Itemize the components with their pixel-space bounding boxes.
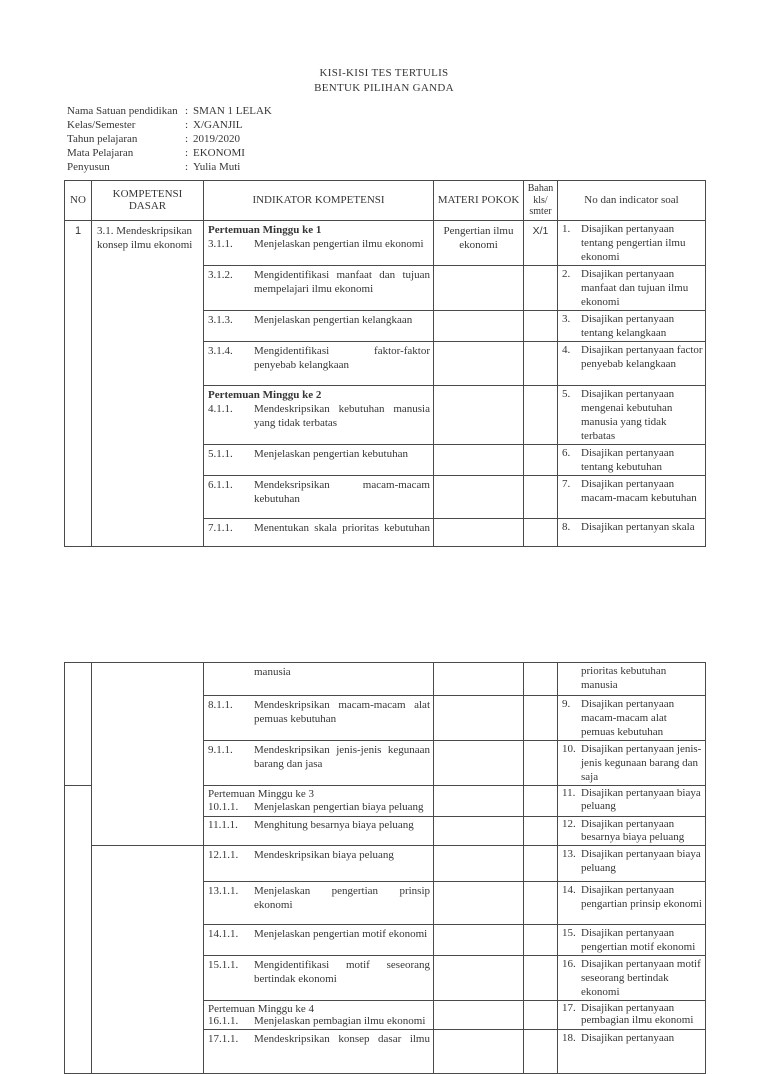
indicator-text: Mengidentifikasi manfaat dan tujuan mempelajari ilmu ekonomi [254, 268, 430, 295]
empty-cell [524, 663, 558, 696]
indicator-number: 4.1.1. [208, 402, 233, 415]
no-cell-empty [65, 786, 92, 1074]
meta-value: EKONOMI [193, 146, 245, 159]
soal-item [562, 742, 703, 784]
soal-cell [558, 310, 706, 341]
empty-cell [434, 817, 524, 846]
soal-item [562, 1031, 703, 1045]
meta-value: SMAN 1 LELAK [193, 105, 272, 117]
indicator-text: Mendeksripsikan macam-macam kebutuhan [254, 478, 430, 505]
pertemuan-header: Pertemuan Minggu ke 2 [208, 388, 322, 401]
meta-label: Nama Satuan pendidikan [67, 105, 178, 117]
kisi-kisi-table-page2 [64, 662, 706, 1074]
indicator-number: 6.1.1. [208, 478, 233, 491]
empty-cell [434, 663, 524, 696]
empty-cell [524, 444, 558, 475]
empty-cell [434, 956, 524, 1001]
indicator-text: Menghitung besarnya biaya peluang [254, 819, 414, 831]
soal-cell [558, 265, 706, 310]
empty-cell [524, 475, 558, 518]
title-line-1: KISI-KISI TES TERTULIS [319, 67, 449, 79]
indicator-cell [204, 310, 434, 341]
indicator-continuation: manusia [254, 666, 291, 678]
indicator-cell [204, 385, 434, 444]
soal-cell [558, 741, 706, 786]
soal-number: 15. [562, 927, 576, 939]
header-no-indicator-soal: No dan indicator soal [558, 181, 706, 221]
soal-item [562, 957, 703, 999]
empty-cell [434, 444, 524, 475]
indicator-cell [204, 220, 434, 265]
empty-cell [434, 265, 524, 310]
indicator-item [208, 958, 430, 986]
meta-label: Mata Pelajaran [67, 146, 134, 159]
empty-cell [524, 518, 558, 546]
empty-cell [524, 310, 558, 341]
soal-cell [558, 444, 706, 475]
soal-text: Disajikan pertanyaan biaya peluang [581, 848, 701, 874]
pertemuan-header: Pertemuan Minggu ke 3 [208, 788, 315, 800]
materi-cell: Pengertian ilmu ekonomi [434, 220, 524, 265]
indicator-cell [204, 846, 434, 882]
soal-item [562, 446, 703, 474]
indicator-text: Menjelaskan pengertian prinsip ekonomi [254, 885, 430, 911]
meta-label: Penyusun [67, 160, 110, 173]
empty-cell [434, 882, 524, 925]
soal-cell [558, 663, 706, 696]
indicator-cell [204, 663, 434, 696]
empty-cell [434, 310, 524, 341]
empty-cell [524, 817, 558, 846]
empty-cell [434, 1001, 524, 1030]
soal-number: 11. [562, 787, 576, 799]
empty-cell [524, 741, 558, 786]
meta-colon: : [185, 132, 189, 145]
soal-cell [558, 518, 706, 546]
indicator-item [208, 927, 430, 941]
indicator-number: 12.1.1. [208, 849, 239, 861]
indicator-text: Menjelaskan pembagian ilmu ekonomi [254, 1015, 426, 1027]
soal-cell [558, 846, 706, 882]
empty-cell [524, 956, 558, 1001]
soal-cell [558, 385, 706, 444]
soal-number: 13. [562, 848, 576, 860]
soal-text: Disajikan pertanyaan manfaat dan tujuan ilmu ekonomi [581, 267, 689, 308]
soal-text: Disajikan pertanyaan pembagian ilmu ekonomi [581, 1002, 694, 1026]
document-title [0, 66, 768, 96]
soal-item [562, 387, 703, 443]
empty-cell [524, 265, 558, 310]
kisi-kisi-table-page1 [64, 180, 706, 547]
indicator-item [208, 1032, 430, 1046]
soal-number: 3. [562, 312, 571, 325]
kompetensi-cell-empty [92, 663, 204, 846]
table-row [65, 220, 706, 265]
indicator-number: 17.1.1. [208, 1033, 239, 1045]
empty-cell [524, 696, 558, 741]
indicator-cell [204, 925, 434, 956]
indicator-text: Mendeskripsikan konsep dasar ilmu [254, 1033, 430, 1045]
meta-label: Tahun pelajaran [67, 132, 138, 145]
indicator-text: Mendeskripsikan biaya peluang [254, 849, 394, 861]
soal-text: Disajikan pertanyaan [581, 1032, 675, 1044]
empty-cell [524, 925, 558, 956]
soal-cell [558, 956, 706, 1001]
indicator-text: Menjelaskan pengertian kelangkaan [254, 313, 413, 326]
indicator-cell [204, 265, 434, 310]
soal-number: 1. [562, 222, 571, 235]
indicator-cell [204, 341, 434, 385]
soal-item [562, 1002, 703, 1026]
meta-colon: : [185, 146, 189, 159]
empty-cell [434, 925, 524, 956]
soal-text: Disajikan pertanyan skala [581, 520, 695, 533]
indicator-cell [204, 475, 434, 518]
soal-text: Disajikan pertanyaan macam-macam alat pemuas kebutuhan [581, 698, 675, 738]
no-cell-empty [65, 663, 92, 786]
meta-colon: : [185, 118, 189, 131]
soal-text: Disajikan pertanyaan tentang kebutuhan [581, 446, 675, 473]
title-line-2: BENTUK PILIHAN GANDA [314, 82, 454, 94]
empty-cell [524, 385, 558, 444]
indicator-number: 11.1.1. [208, 819, 238, 831]
indicator-text: Mendeskripsikan jenis-jenis kegunaan barang dan jasa [254, 744, 430, 770]
soal-item [562, 267, 703, 309]
soal-item [562, 343, 703, 371]
indicator-item [208, 402, 430, 430]
soal-continuation: prioritas kebutuhan manusia [581, 665, 667, 691]
soal-cell [558, 1030, 706, 1074]
soal-cell [558, 696, 706, 741]
indicator-item [208, 884, 430, 912]
empty-cell [524, 1001, 558, 1030]
soal-number: 14. [562, 884, 576, 896]
indicator-item [208, 698, 430, 726]
indicator-cell [204, 696, 434, 741]
pertemuan-header: Pertemuan Minggu ke 1 [208, 223, 322, 236]
soal-text: Disajikan pertanyaan factor penyebab kelangkaan [581, 343, 703, 370]
soal-number: 16. [562, 958, 576, 970]
indicator-text: Menjelaskan pengertian motif ekonomi [254, 928, 428, 940]
table-header-row [65, 181, 706, 221]
indicator-number: 13.1.1. [208, 885, 239, 897]
soal-item [562, 883, 703, 911]
indicator-text: Menjelaskan pengertian kebutuhan [254, 447, 408, 460]
table-row [65, 663, 706, 696]
indicator-cell [204, 444, 434, 475]
indicator-cell [204, 1030, 434, 1074]
indicator-number: 10.1.1. [208, 801, 239, 813]
indicator-item [208, 1015, 430, 1027]
empty-cell [524, 846, 558, 882]
soal-item [562, 312, 703, 340]
indicator-item [208, 801, 430, 814]
indicator-text: Menjelaskan pengertian biaya peluang [254, 801, 424, 813]
indicator-cell [204, 1001, 434, 1030]
soal-text: Disajikan pertanyaan biaya peluang [581, 787, 701, 812]
soal-item [562, 520, 703, 534]
soal-text: Disajikan pertanyaan macam-macam kebutuhan [581, 477, 697, 504]
empty-cell [434, 385, 524, 444]
soal-text: Disajikan pertanyaan motif seseorang bertindak ekonomi [581, 958, 701, 998]
indicator-number: 8.1.1. [208, 699, 233, 711]
soal-cell [558, 786, 706, 817]
indicator-number: 9.1.1. [208, 744, 233, 756]
document-meta [67, 105, 272, 175]
soal-item [562, 477, 703, 505]
meta-colon: : [185, 105, 189, 117]
empty-cell [434, 518, 524, 546]
soal-text: Disajikan pertanyaan pengartian prinsip ekonomi [581, 884, 702, 910]
indicator-item [208, 268, 430, 296]
indicator-number: 16.1.1. [208, 1015, 239, 1027]
soal-text: Disajikan pertanyaan pengertian motif ekonomi [581, 927, 696, 953]
meta-row-tahun-pelajaran [67, 133, 272, 147]
soal-text: Disajikan pertanyaan tentang pengertian ilmu ekonomi [581, 222, 686, 263]
indicator-cell [204, 956, 434, 1001]
soal-item [562, 222, 703, 264]
empty-cell [524, 341, 558, 385]
indicator-item [208, 521, 430, 535]
soal-number: 17. [562, 1002, 576, 1014]
empty-cell [434, 475, 524, 518]
soal-number: 12. [562, 818, 576, 830]
header-bahan: Bahan kls/ smter [524, 181, 558, 221]
meta-value: 2019/2020 [193, 132, 241, 145]
soal-text: Disajikan pertanyaan tentang kelangkaan [581, 312, 675, 339]
header-indikator-kompetensi: INDIKATOR KOMPETENSI [204, 181, 434, 221]
indicator-number: 3.1.1. [208, 237, 233, 250]
empty-cell [524, 786, 558, 817]
header-materi-pokok: MATERI POKOK [434, 181, 524, 221]
indicator-cell [204, 786, 434, 817]
soal-number: 5. [562, 387, 571, 400]
pertemuan-header: Pertemuan Minggu ke 4 [208, 1003, 315, 1015]
meta-row-mata-pelajaran [67, 147, 272, 161]
soal-cell [558, 882, 706, 925]
indicator-item [208, 313, 430, 327]
indicator-item [208, 819, 430, 832]
indicator-item [208, 848, 430, 862]
soal-number: 6. [562, 446, 571, 459]
kompetensi-cell-empty [92, 846, 204, 1074]
soal-item [562, 818, 703, 844]
soal-cell [558, 817, 706, 846]
indicator-item [208, 344, 430, 372]
indicator-cell [204, 817, 434, 846]
soal-number: 2. [562, 267, 571, 280]
indicator-cell [204, 882, 434, 925]
soal-number: 8. [562, 520, 571, 533]
indicator-text: Mendeskripsikan macam-macam alat pemuas kebutuhan [254, 699, 430, 725]
indicator-item [208, 743, 430, 771]
indicator-number: 3.1.3. [208, 313, 233, 326]
soal-text: Disajikan pertanyaan besarnya biaya peluang [581, 818, 685, 843]
empty-cell [524, 1030, 558, 1074]
soal-cell [558, 1001, 706, 1030]
meta-colon: : [185, 160, 189, 173]
indicator-number: 5.1.1. [208, 447, 233, 460]
meta-row-kelas-semester [67, 119, 272, 133]
kompetensi-cell: 3.1. Mendeskripsikan konsep ilmu ekonomi [92, 220, 204, 546]
bahan-cell: X/1 [524, 220, 558, 265]
indicator-number: 14.1.1. [208, 928, 239, 940]
soal-cell [558, 925, 706, 956]
empty-cell [434, 1030, 524, 1074]
indicator-text: Mengidentifikasi motif seseorang bertindak ekonomi [254, 959, 430, 985]
no-cell: 1 [65, 220, 92, 546]
empty-cell [434, 341, 524, 385]
indicator-text: Mendeskripsikan kebutuhan manusia yang tidak terbatas [254, 402, 430, 429]
indicator-item [208, 237, 430, 251]
indicator-number: 3.1.2. [208, 268, 233, 281]
indicator-text: Menjelaskan pengertian ilmu ekonomi [254, 237, 424, 250]
soal-number: 4. [562, 343, 571, 356]
soal-number: 7. [562, 477, 571, 490]
indicator-number: 7.1.1. [208, 521, 233, 534]
soal-cell [558, 220, 706, 265]
soal-cell [558, 475, 706, 518]
soal-item [562, 847, 703, 875]
meta-row-satuan-pendidikan [67, 105, 272, 119]
meta-value: Yulia Muti [193, 160, 241, 173]
empty-cell [524, 882, 558, 925]
meta-row-penyusun [67, 161, 272, 175]
meta-value: X/GANJIL [193, 118, 243, 131]
indicator-number: 3.1.4. [208, 344, 233, 357]
meta-label: Kelas/Semester [67, 118, 136, 131]
empty-cell [434, 741, 524, 786]
empty-cell [434, 846, 524, 882]
indicator-cell [204, 518, 434, 546]
indicator-cell [204, 741, 434, 786]
indicator-item [208, 478, 430, 506]
soal-number: 18. [562, 1032, 576, 1044]
table-row [65, 846, 706, 882]
soal-cell [558, 341, 706, 385]
indicator-item [208, 447, 430, 461]
soal-text: Disajikan pertanyaan mengenai kebutuhan manusia yang tidak terbatas [581, 387, 675, 442]
soal-item [562, 926, 703, 954]
header-no: NO [65, 181, 92, 221]
soal-text: Disajikan pertanyaan jenis-jenis kegunaan barang dan saja [581, 743, 702, 783]
indicator-number: 15.1.1. [208, 959, 239, 971]
indicator-text: Mengidentifikasi faktor-faktor penyebab kelangkaan [254, 344, 430, 371]
soal-item [562, 787, 703, 813]
soal-item [562, 697, 703, 739]
soal-number: 10. [562, 743, 576, 755]
empty-cell [434, 786, 524, 817]
header-kompetensi-dasar: KOMPETENSI DASAR [92, 181, 204, 221]
soal-number: 9. [562, 698, 571, 710]
empty-cell [434, 696, 524, 741]
indicator-text: Menentukan skala prioritas kebutuhan [254, 521, 430, 534]
